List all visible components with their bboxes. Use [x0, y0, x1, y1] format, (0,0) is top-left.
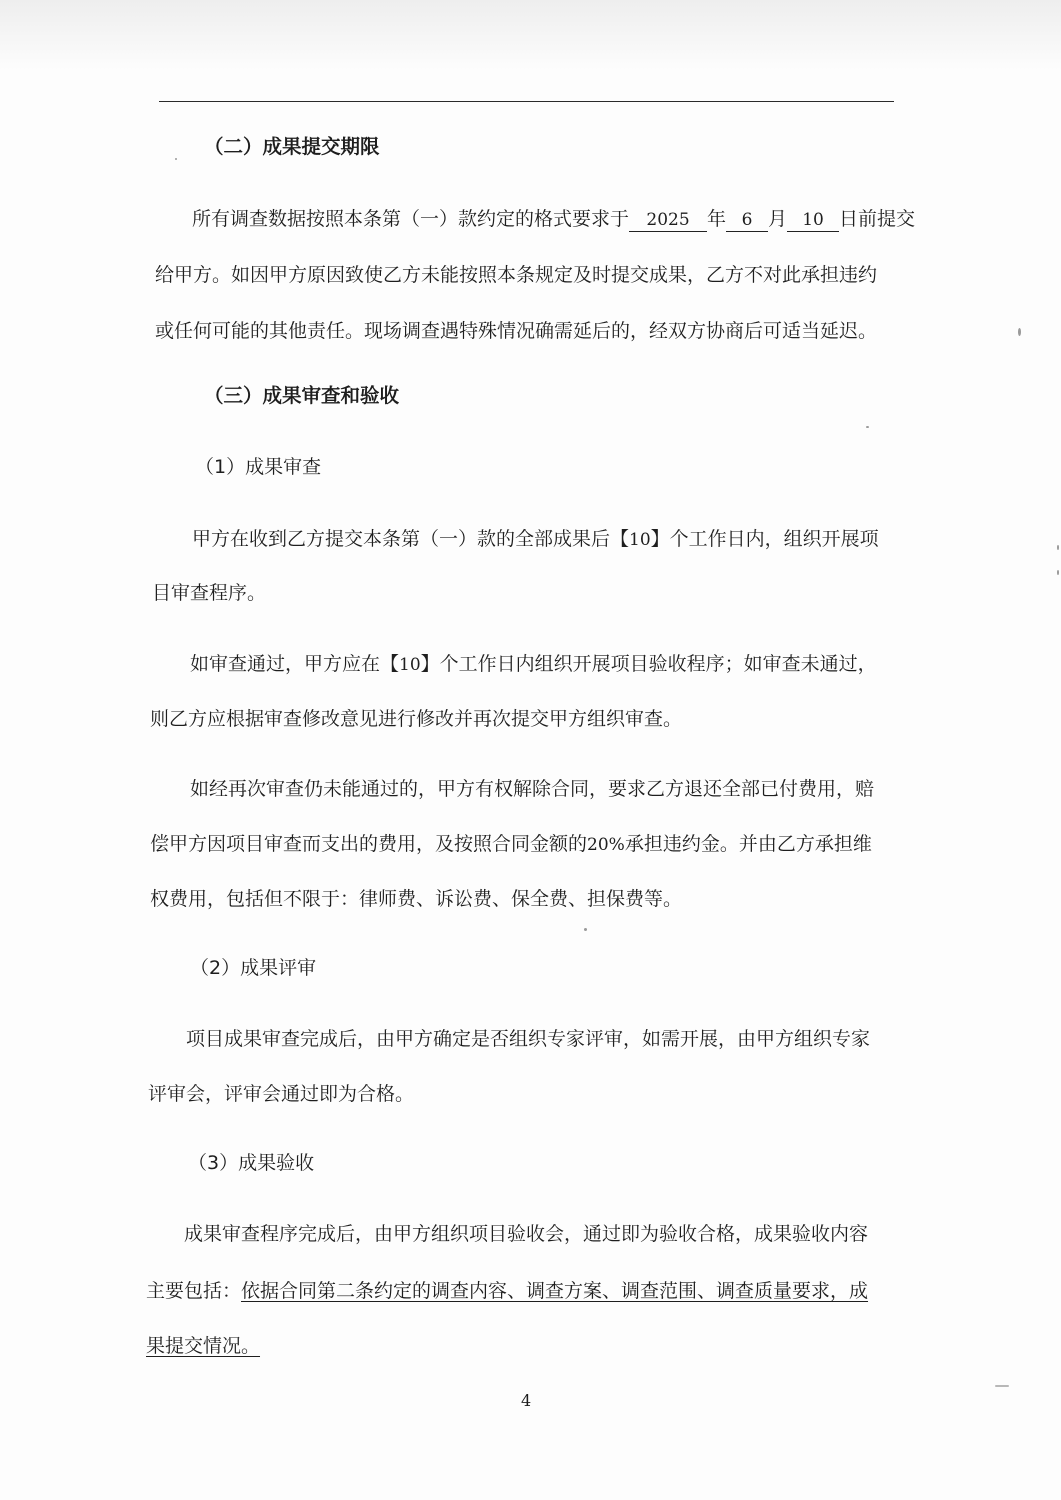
scan-speck: [175, 158, 177, 160]
penalty-percent: 20%: [587, 835, 625, 855]
section-heading-3: [204, 383, 399, 409]
subheading-2: [190, 955, 316, 981]
subheading-1: [195, 454, 321, 480]
subheading-3: [188, 1150, 314, 1176]
paragraph-line: [150, 831, 872, 858]
deadline-day: 10: [787, 209, 839, 232]
text-run: 】个工作日内，组织开展项: [650, 528, 879, 550]
paragraph-line: [150, 706, 682, 732]
text-run: 偿甲方因项目审查而支出的费用，及按照合同金额的: [150, 833, 588, 855]
section-heading-2: [204, 134, 380, 160]
subheading-marker: （2）: [190, 957, 241, 979]
paragraph-line: [146, 1333, 260, 1359]
section-heading-2-text: （二）成果提交期限: [204, 135, 380, 158]
deadline-year: 2025: [629, 209, 707, 232]
paragraph-line: [155, 262, 877, 288]
subheading-title: 成果审查: [245, 456, 322, 478]
text-run: 成果审查程序完成后，由甲方组织项目验收会，通过即为验收合格，成果验收内容: [184, 1223, 869, 1245]
paragraph-line: [148, 1081, 414, 1107]
paragraph-line: [190, 776, 874, 802]
paragraph-line: [150, 886, 682, 912]
paragraph-line: [192, 206, 915, 232]
paragraph-line: [186, 1026, 870, 1052]
subheading-marker: （1）: [195, 456, 246, 478]
text-run: 承担违约金。并由乙方承担维: [624, 833, 872, 855]
scan-speck: [1057, 570, 1059, 575]
underlined-text: 果提交情况。: [146, 1335, 261, 1357]
paragraph-line: [152, 580, 266, 606]
subheading-title: 成果评审: [240, 957, 317, 979]
subheading-marker: （3）: [188, 1152, 239, 1174]
text-run: 或任何可能的其他责任。现场调查遇特殊情况确需延后的，经双方协商后可适当延迟。: [155, 320, 878, 342]
acceptance-days: 10: [399, 655, 421, 675]
text-run: 所有调查数据按照本条第（一）款约定的格式要求于: [192, 208, 630, 230]
paragraph-line: [184, 1221, 868, 1247]
deadline-month: 6: [726, 209, 768, 232]
subheading-title: 成果验收: [238, 1152, 315, 1174]
text-run: 日前提交: [839, 208, 916, 230]
scan-speck: [866, 426, 869, 428]
header-rule: [159, 101, 894, 102]
paragraph-line: [155, 318, 877, 344]
text-run: 】个工作日内组织开展项目验收程序；如审查未通过，: [420, 653, 877, 675]
text-run: 如审查通过，甲方应在【: [190, 653, 400, 675]
scan-speck: [1018, 328, 1021, 336]
scan-shading: [0, 0, 1061, 70]
scan-speck: [995, 1385, 1009, 1387]
page-number: 4: [521, 1391, 532, 1410]
text-run: 评审会，评审会通过即为合格。: [148, 1083, 415, 1105]
text-run: 目审查程序。: [152, 582, 267, 604]
text-run: 月: [768, 208, 788, 230]
paragraph-line: [146, 1278, 868, 1304]
text-run: 主要包括：: [146, 1280, 242, 1302]
text-run: 甲方在收到乙方提交本条第（一）款的全部成果后【: [192, 528, 630, 550]
underlined-text: 依据合同第二条约定的调查内容、调查方案、调查范围、调查质量要求，成: [241, 1280, 869, 1302]
paragraph-line: [190, 651, 877, 678]
text-run: 权费用，包括但不限于：律师费、诉讼费、保全费、担保费等。: [150, 888, 683, 910]
review-days: 10: [629, 530, 651, 550]
text-run: 项目成果审查完成后，由甲方确定是否组织专家评审，如需开展，由甲方组织专家: [186, 1028, 871, 1050]
text-run: 年: [707, 208, 727, 230]
section-heading-3-text: （三）成果审查和验收: [204, 384, 400, 407]
scan-speck: [1057, 545, 1059, 550]
paragraph-line: [192, 526, 879, 553]
text-run: 如经再次审查仍未能通过的，甲方有权解除合同，要求乙方退还全部已付费用，赔: [190, 778, 875, 800]
text-run: 给甲方。如因甲方原因致使乙方未能按照本条规定及时提交成果，乙方不对此承担违约: [155, 264, 878, 286]
scan-speck: [584, 928, 587, 931]
text-run: 则乙方应根据审查修改意见进行修改并再次提交甲方组织审查。: [150, 708, 683, 730]
